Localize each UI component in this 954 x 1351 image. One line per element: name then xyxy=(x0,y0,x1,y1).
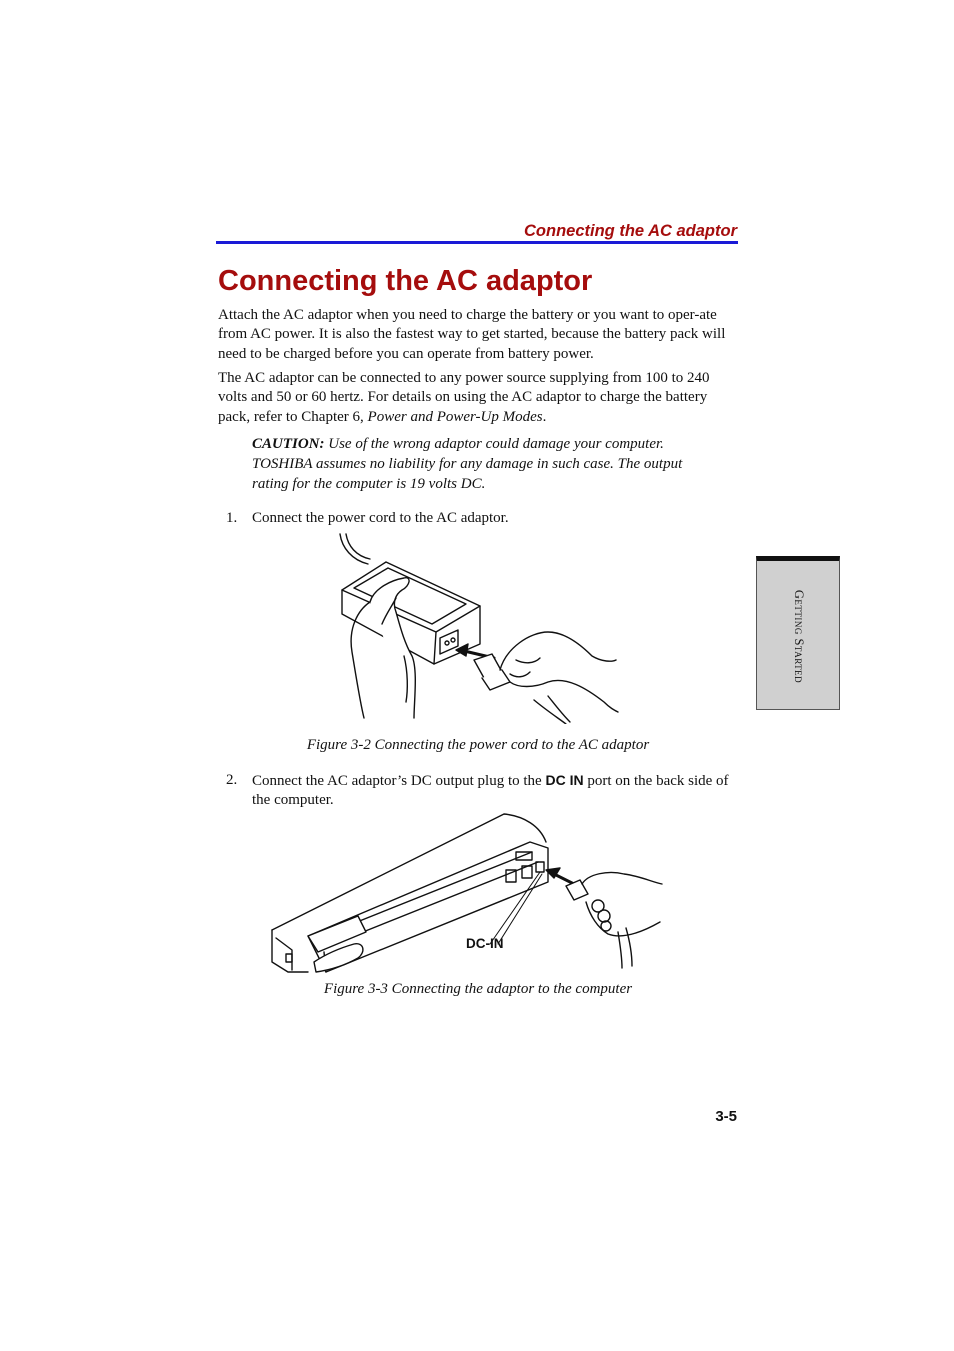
running-head: Connecting the AC adaptor xyxy=(524,222,737,240)
step-text xyxy=(252,771,738,811)
section-title: Connecting the AC adaptor xyxy=(218,265,593,297)
step-text-post: port on the back side of the computer. xyxy=(252,773,729,809)
figure-caption-3-2: Figure 3-2 Connecting the power cord to the AC adaptor xyxy=(306,737,650,753)
paragraph-power-source-text: The AC adaptor can be connected to any power source supplying from 100 to 240 volts and 50 or 60 hertz. For details on using the AC adaptor to charge the battery pack, refer to Chapter 6, xyxy=(218,370,710,425)
caution-label: CAUTION: xyxy=(252,436,325,452)
ac-adaptor-illustration xyxy=(334,532,620,724)
step-text-pre: Connect the AC adaptor’s DC output plug to the xyxy=(252,773,546,789)
dc-in-label: DC-IN xyxy=(466,936,504,951)
dc-in-term: DC IN xyxy=(545,772,584,788)
step-text: Connect the power cord to the AC adaptor. xyxy=(252,510,509,526)
page-number: 3-5 xyxy=(715,1108,737,1125)
chapter-side-tab xyxy=(756,556,840,710)
step-number: 2. xyxy=(226,772,238,788)
paragraph-intro: Attach the AC adaptor when you need to charge the battery or you want to oper-ate from AC power. It is also the fastest way to get started, because the battery pack will need to be charged before you can operate from battery power. xyxy=(218,307,726,362)
chapter-side-tab-label: Getting Started xyxy=(792,589,807,683)
header-rule xyxy=(216,241,738,244)
step-number: 1. xyxy=(226,510,238,526)
caution-note xyxy=(252,435,722,494)
chapter-reference: Power and Power-Up Modes xyxy=(367,408,543,425)
paragraph-power-source xyxy=(218,369,738,427)
paragraph-end: . xyxy=(542,408,547,425)
caution-text: Use of the wrong adaptor could damage your computer. TOSHIBA assumes no liability for any damage in such case. The output rating for the computer is 19 volts DC. xyxy=(252,436,683,492)
figure-caption-3-3: Figure 3-3 Connecting the adaptor to the computer xyxy=(323,981,633,997)
laptop-dc-in-illustration xyxy=(268,812,664,978)
